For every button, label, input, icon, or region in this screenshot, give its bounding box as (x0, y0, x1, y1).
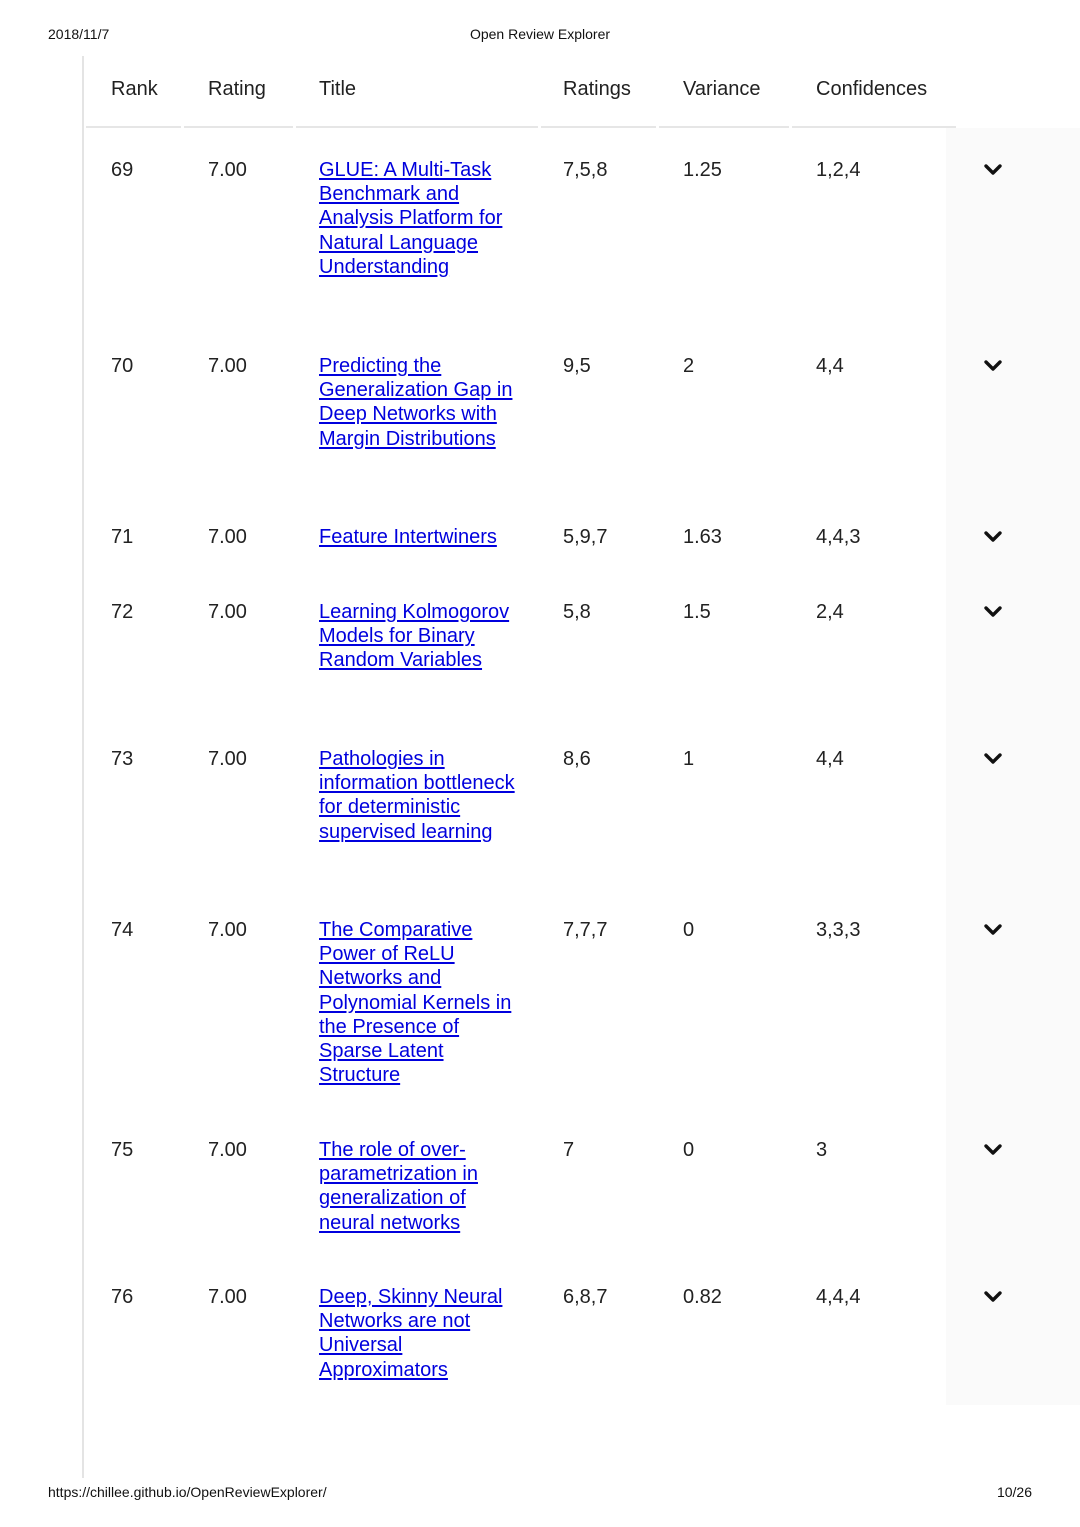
chevron-down-icon[interactable] (982, 1287, 1004, 1307)
rating-cell: 7.00 (208, 526, 247, 548)
rank-cell: 75 (111, 1139, 134, 1161)
header-divider (184, 126, 293, 128)
title-cell (319, 1285, 519, 1382)
table-row (86, 525, 1080, 600)
table-row (86, 1285, 1080, 1435)
chevron-down-icon[interactable] (982, 356, 1004, 376)
variance-cell: 1.5 (683, 601, 711, 623)
table-row (86, 600, 1080, 747)
column-header-title[interactable]: Title (319, 78, 357, 100)
ratings-cell: 7,5,8 (563, 159, 608, 181)
confidences-cell: 4,4,3 (816, 526, 861, 548)
row-action-area (946, 324, 1080, 495)
confidences-cell: 2,4 (816, 601, 844, 623)
print-url: https://chillee.github.io/OpenReviewExplorer/ (48, 1484, 327, 1500)
chevron-down-icon[interactable] (982, 749, 1004, 769)
results-table (86, 58, 1080, 1435)
paper-title-link[interactable]: The role of over-parametrization in generalization of neural networks (319, 1139, 478, 1234)
chevron-down-icon[interactable] (982, 527, 1004, 547)
table-row (86, 158, 1080, 354)
variance-cell: 0.82 (683, 1286, 722, 1308)
column-header-ratings[interactable]: Ratings (563, 78, 631, 100)
header-divider (659, 126, 789, 128)
title-cell (319, 600, 519, 673)
ratings-cell: 8,6 (563, 748, 591, 770)
rating-cell: 7.00 (208, 355, 247, 377)
row-action-area (946, 1108, 1080, 1255)
rating-cell: 7.00 (208, 1286, 247, 1308)
variance-cell: 1.25 (683, 159, 722, 181)
rank-cell: 76 (111, 1286, 134, 1308)
rating-cell: 7.00 (208, 601, 247, 623)
row-action-area (946, 717, 1080, 888)
header-divider (296, 126, 538, 128)
row-action-area (946, 1255, 1080, 1405)
ratings-cell: 5,8 (563, 601, 591, 623)
variance-cell: 1.63 (683, 526, 722, 548)
column-header-rank[interactable]: Rank (111, 78, 158, 100)
ratings-cell: 6,8,7 (563, 1286, 608, 1308)
ratings-cell: 5,9,7 (563, 526, 608, 548)
title-cell (319, 525, 519, 549)
print-page-title: Open Review Explorer (469, 26, 611, 42)
header-divider (541, 126, 656, 128)
ratings-cell: 9,5 (563, 355, 591, 377)
rank-cell: 73 (111, 748, 134, 770)
table-row (86, 747, 1080, 918)
confidences-cell: 4,4 (816, 355, 844, 377)
rank-cell: 72 (111, 601, 134, 623)
paper-title-link[interactable]: Learning Kolmogorov Models for Binary Random Variables (319, 601, 510, 672)
rank-cell: 69 (111, 159, 134, 181)
title-cell (319, 747, 519, 844)
title-cell (319, 158, 519, 279)
rank-cell: 74 (111, 919, 134, 941)
row-action-area (946, 128, 1080, 324)
rank-cell: 71 (111, 526, 134, 548)
rating-cell: 7.00 (208, 1139, 247, 1161)
table-header (86, 58, 1080, 128)
variance-cell: 1 (683, 748, 695, 770)
rating-cell: 7.00 (208, 159, 247, 181)
row-action-area (946, 495, 1080, 570)
header-divider (86, 126, 181, 128)
chevron-down-icon[interactable] (982, 1140, 1004, 1160)
paper-title-link[interactable]: The Comparative Power of ReLU Networks and Polynomial Kernels in the Presence of Sparse Latent Structure (319, 919, 512, 1087)
paper-title-link[interactable]: Pathologies in information bottleneck for deterministic supervised learning (319, 748, 515, 843)
paper-title-link[interactable]: Feature Intertwiners (319, 526, 497, 548)
paper-title-link[interactable]: GLUE: A Multi-Task Benchmark and Analysis Platform for Natural Language Understanding (319, 159, 503, 278)
confidences-cell: 4,4,4 (816, 1286, 861, 1308)
rating-cell: 7.00 (208, 919, 247, 941)
title-cell (319, 918, 519, 1087)
table-row (86, 1138, 1080, 1285)
title-cell (319, 354, 519, 451)
table-row (86, 918, 1080, 1138)
paper-title-link[interactable]: Predicting the Generalization Gap in Deep Networks with Margin Distributions (319, 355, 513, 450)
table-body (86, 128, 1080, 1435)
left-border-rule (82, 56, 84, 1478)
column-header-rating[interactable]: Rating (208, 78, 266, 100)
title-cell (319, 1138, 519, 1235)
variance-cell: 0 (683, 1139, 695, 1161)
rank-cell: 70 (111, 355, 134, 377)
chevron-down-icon[interactable] (982, 920, 1004, 940)
confidences-cell: 3 (816, 1139, 828, 1161)
column-header-variance[interactable]: Variance (683, 78, 761, 100)
chevron-down-icon[interactable] (982, 602, 1004, 622)
confidences-cell: 1,2,4 (816, 159, 861, 181)
variance-cell: 2 (683, 355, 695, 377)
ratings-cell: 7,7,7 (563, 919, 608, 941)
confidences-cell: 4,4 (816, 748, 844, 770)
rating-cell: 7.00 (208, 748, 247, 770)
row-action-area (946, 888, 1080, 1108)
chevron-down-icon[interactable] (982, 160, 1004, 180)
variance-cell: 0 (683, 919, 695, 941)
row-action-area (946, 570, 1080, 717)
column-header-confidences[interactable]: Confidences (816, 78, 928, 100)
ratings-cell: 7 (563, 1139, 575, 1161)
print-date: 2018/11/7 (48, 26, 110, 42)
table-row (86, 354, 1080, 525)
header-divider (792, 126, 956, 128)
paper-title-link[interactable]: Deep, Skinny Neural Networks are not Universal Approximators (319, 1286, 503, 1381)
confidences-cell: 3,3,3 (816, 919, 861, 941)
print-page-number: 10/26 (996, 1484, 1032, 1500)
